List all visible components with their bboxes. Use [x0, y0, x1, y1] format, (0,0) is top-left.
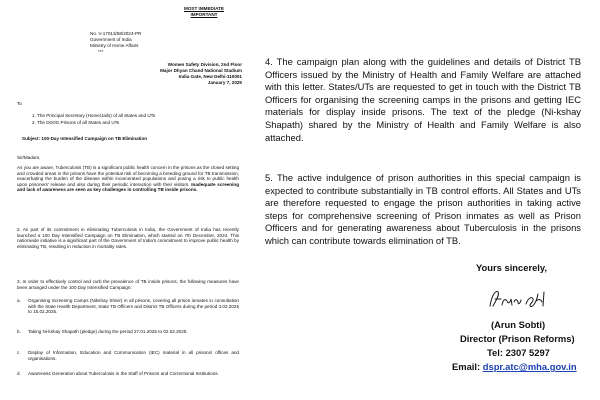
item-c-text: Display of Information, Education and Communication (IEC) material in all prisons/ offices and organisations.: [28, 350, 239, 361]
to-label: To: [17, 101, 22, 106]
stadium-address: Major Dhyan Chand National Stadium: [160, 68, 242, 73]
important-label: IMPORTANT: [190, 12, 218, 17]
item-a-text: Organising Screening Camps (Nikshay Shivir) in all prisons, covering all prison inmates in consultation with the State Health Department, State TB Officers and District TB Officers during the period 3.02.2025 to 15.02.2025.: [28, 298, 239, 315]
right-page: [246, 0, 600, 400]
file-number: No. V-17013/58/2024-PR: [90, 31, 142, 36]
paragraph-2: 2. As part of its commitment in eliminating Tuberculosis in India, the Government of India has recently launched a 100 Day Intensified Campaign on TB Elimination, which started on 7th December, 2024. This nationwide initiative is a significant part of the Government of India's commitment to improve public health by eliminating TB, resulting in reduction in mortality rates.: [17, 227, 239, 249]
most-immediate-label: MOST IMMEDIATE: [184, 6, 224, 11]
recipient-2: 2. The DG/IG Prisons of all States and UTs: [32, 120, 120, 125]
paragraph-1: [17, 165, 239, 193]
email-link[interactable]: dspr.atc@mha.gov.in: [482, 361, 577, 372]
ministry-name: Ministry of Home Affairs: [90, 43, 139, 48]
telephone-number: 2307 5297: [505, 347, 550, 358]
salutation: Sir/Madam,: [17, 155, 41, 160]
item-d-text: Awareness Generation about Tuberculosis in the Staff of Prisons and Correctional Institutions.: [28, 371, 219, 376]
paragraph-1-text: As you are aware, Tuberculosis (TB) is a significant public health concern in the prisons as the closed setting and crowded areas in the prisons have the potential risk of becoming a breeding ground for TB transmission, exacerbating the burden of the disease within incarcerated populations and posing a risk to public health upon prisoners' release and also during their periodic interaction with their visitors.: [17, 165, 239, 187]
paragraph-3: 3. In order to effectively control and curb the prevalence of TB inside prisons, the following measures have been arranged under the 100 Day Intensified Campaign:: [17, 279, 239, 290]
paragraph-4: 4. The campaign plan along with the guidelines and details of District TB Officers issued by the Ministry of Health and Family Welfare are attached with this letter. States/UTs are requested to get in touch with the District TB Officers for organising the screening camps in the prisons and getting IEC materials for display inside prisons. The text of the pledge (Ni-kshay Shapath) shared by the Ministry of Health and Family Welfare is also attached.: [265, 56, 581, 143]
signature-image: [486, 284, 552, 314]
telephone-line: [487, 347, 550, 360]
signer-name: (Arun Sobti): [491, 319, 546, 330]
header-stars: ***: [98, 49, 104, 54]
item-b-text: Taking Ni-kshay Shapath (pledge) during the period 27.01.2025 to 02.02.2025.: [28, 329, 188, 334]
signer-designation: Director (Prison Reforms): [460, 333, 575, 344]
item-letter-a: a.: [17, 298, 21, 303]
recipient-1: 1. The Principal Secretary (Home/Jails) of all States and UTs: [32, 113, 156, 118]
item-letter-d: d.: [17, 371, 21, 376]
city-address: India Gate, New Delhi-110001: [178, 74, 242, 79]
email-label: Email:: [452, 361, 483, 372]
item-letter-b: b.: [17, 329, 21, 334]
subject-line: Subject: 100-Day Intensified Campaign on TB Elimination: [22, 136, 148, 141]
left-page: [0, 0, 246, 400]
government-name: Government of India: [90, 37, 132, 42]
closing-line: Yours sincerely,: [476, 262, 548, 273]
paragraph-5: 5. The active indulgence of prison authorities in this special campaign is expected to contribute substantially in TB control efforts. All States and UTs are therefore requested to engage the prison authorities in taking active steps for comprehensive screening of Prison inmates as well as Prison Officers and for generating awareness about Tuberculosis in the prisons which can contribute towards elimination of TB.: [265, 172, 581, 246]
email-line: [452, 361, 577, 374]
paragraph-1-bold: Inadequate screening and lack of awareness are seen as key challenges in controlling TB inside prisons.: [17, 181, 240, 193]
item-letter-c: c.: [17, 350, 21, 355]
letter-date: January 7, 2025: [207, 80, 242, 85]
telephone-label: Tel:: [487, 347, 506, 358]
division-address: Women Safety Division, 2nd Floor: [167, 62, 242, 67]
